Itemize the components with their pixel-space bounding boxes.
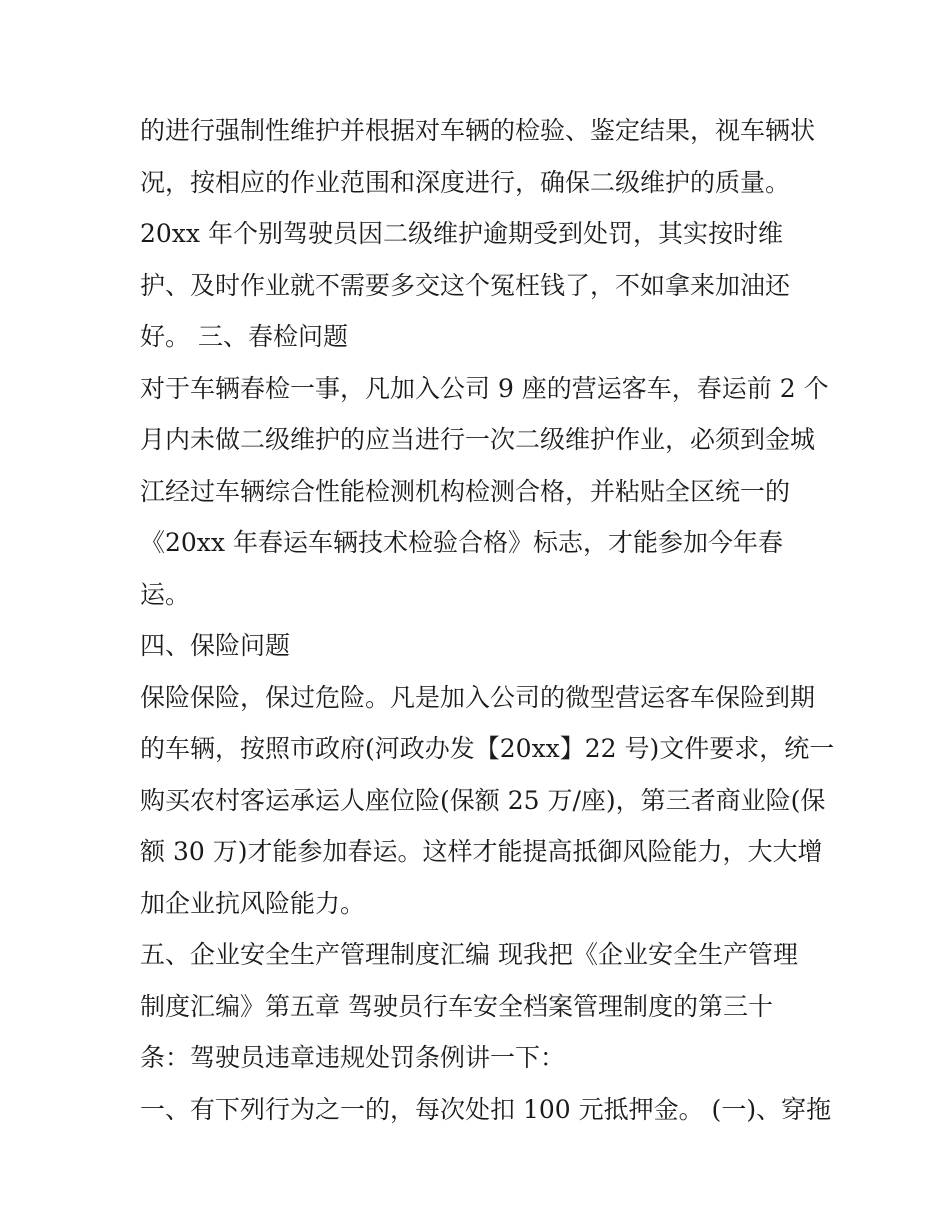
text-line: 额 30 万)才能参加春运。这样才能提高抵御风险能力，大大增: [140, 837, 823, 866]
text-line: 保险保险，保过危险。凡是加入公司的微型营运客车保险到期: [140, 682, 816, 712]
text-line: 的车辆，按照市政府(河政办发【20xx】22 号)文件要求，统一: [140, 734, 835, 763]
text-line: 月内未做二级维护的应当进行一次二级维护作业，必须到金城: [140, 425, 816, 454]
text-line: 购买农村客运承运人座位险(保额 25 万/座)，第三者商业险(保: [140, 785, 826, 815]
section-heading: 四、保险问题: [140, 631, 291, 660]
text-line: 条：驾驶员违章违规处罚条例讲一下：: [140, 1043, 566, 1072]
text-line: 护、及时作业就不需要多交这个冤枉钱了，不如拿来加油还: [140, 270, 791, 300]
text-line: 的进行强制性维护并根据对车辆的检验、鉴定结果，视车辆状: [140, 116, 816, 145]
text-line: 加企业抗风险能力。: [140, 888, 366, 918]
text-line: 况，按相应的作业范围和深度进行，确保二级维护的质量。: [140, 167, 791, 197]
section-heading-line: 好。 三、春检问题: [140, 322, 348, 351]
text-line: 制度汇编》第五章 驾驶员行车安全档案管理制度的第三十: [140, 991, 773, 1021]
text-line: 运。: [140, 579, 191, 609]
section-heading-line: 五、企业安全生产管理制度汇编 现我把《企业安全生产管理: [140, 940, 798, 969]
text-line: 江经过车辆综合性能检测机构检测合格，并粘贴全区统一的: [140, 476, 791, 506]
text-line: 一、有下列行为之一的，每次处扣 100 元抵押金。 (一)、穿拖: [140, 1094, 832, 1124]
text-line: 20xx 年个别驾驶员因二级维护逾期受到处罚，其实按时维: [140, 219, 783, 248]
text-line: 《20xx 年春运车辆技术检验合格》标志，才能参加今年春: [140, 528, 783, 557]
text-line: 对于车辆春检一事，凡加入公司 9 座的营运客车，春运前 2 个: [140, 373, 829, 403]
document-body: [140, 105, 835, 1135]
